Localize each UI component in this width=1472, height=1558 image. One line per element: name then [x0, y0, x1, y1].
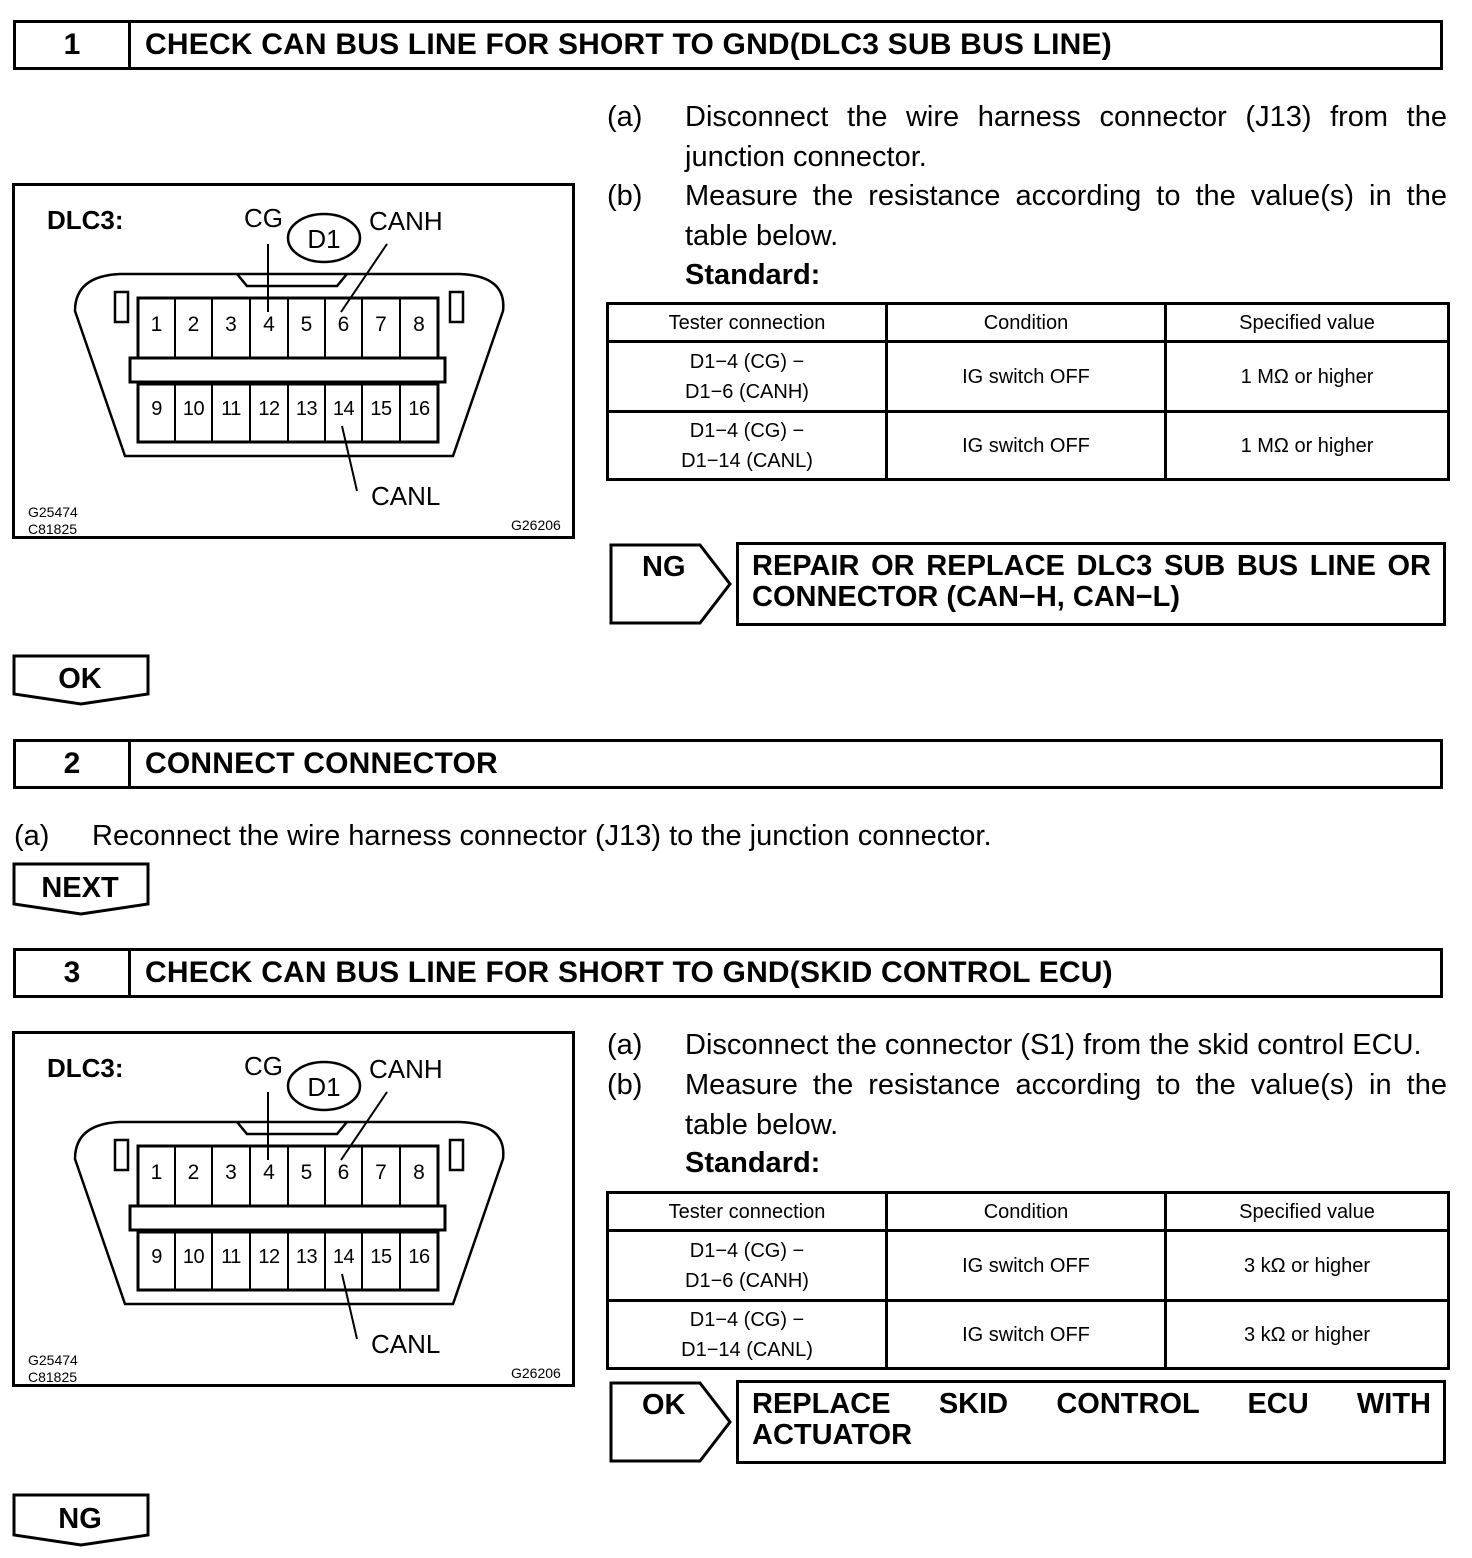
canl-label: CANL	[371, 1329, 441, 1359]
pin-label: 5	[300, 313, 313, 336]
header-cell: Specified value	[1166, 304, 1449, 342]
instruction-text: Measure the resistance according to the value(s) in the table below.	[685, 1069, 1447, 1141]
next-tag	[12, 862, 150, 916]
pin-label: 7	[375, 1161, 387, 1184]
table-row	[608, 412, 1449, 480]
pin-label: 1	[150, 313, 163, 336]
pin-label: 2	[187, 1161, 200, 1184]
diagram-title: DLC3:	[47, 205, 124, 235]
pin-label: 9	[151, 398, 162, 420]
canh-label: CANH	[369, 206, 443, 236]
pin-label: 3	[225, 1161, 237, 1184]
connection-line: D1−6 (CANH)	[685, 1269, 809, 1292]
figure-code: G25474	[28, 504, 78, 520]
figure-code: G26206	[511, 1365, 561, 1381]
instruction-text: Measure the resistance according to the value(s) in the table below.	[685, 180, 1447, 252]
cg-label: CG	[244, 203, 283, 233]
condition-cell: IG switch OFF	[887, 1231, 1166, 1301]
dlc3-diagram	[12, 183, 575, 539]
bottom-pin-row	[138, 398, 438, 421]
step-title: CHECK CAN BUS LINE FOR SHORT TO GND(DLC3 SUB BUS LINE)	[145, 28, 1112, 61]
standard-label: Standard:	[685, 1147, 821, 1179]
figure-code: G26206	[511, 517, 561, 533]
cg-label: CG	[244, 1051, 283, 1081]
value-cell: 3 kΩ or higher	[1166, 1231, 1449, 1301]
pin-label: 15	[370, 1246, 392, 1268]
instruction-a	[607, 97, 1447, 177]
step-number: 2	[16, 742, 131, 786]
figure-code: G25474	[28, 1352, 78, 1368]
pin-label: 11	[221, 1246, 241, 1268]
diagram-title: DLC3:	[47, 1053, 124, 1083]
condition-cell: IG switch OFF	[887, 412, 1166, 480]
connection-line: D1−6 (CANH)	[685, 380, 809, 403]
pin-label: 13	[295, 1246, 318, 1268]
instruction-a	[14, 816, 1214, 856]
dlc3-connector-drawing	[15, 1034, 578, 1390]
pin-label: 1	[150, 1161, 163, 1184]
condition-cell: IG switch OFF	[887, 1301, 1166, 1369]
instruction-label: (a)	[14, 820, 50, 852]
dlc3-diagram	[12, 1031, 575, 1387]
tester-connection-cell	[608, 1231, 887, 1301]
connector-id-label: D1	[307, 224, 341, 254]
step-title: CONNECT CONNECTOR	[145, 747, 498, 780]
tester-connection-cell	[608, 412, 887, 480]
value-cell: 1 MΩ or higher	[1166, 342, 1449, 412]
instruction-b	[607, 1065, 1447, 1145]
pin-label: 11	[221, 398, 241, 420]
step-2-header	[13, 739, 1443, 789]
pin-label: 12	[258, 398, 280, 420]
pin-label: 4	[263, 1161, 275, 1184]
pin-label: 6	[337, 1161, 350, 1184]
pin-label: 6	[337, 313, 350, 336]
pin-label: 4	[263, 313, 275, 336]
table-row	[608, 1301, 1449, 1369]
table-row	[608, 342, 1449, 412]
instruction-text: Disconnect the wire harness connector (J13) from the junction connector.	[685, 101, 1447, 173]
value-cell: 1 MΩ or higher	[1166, 412, 1449, 480]
spec-table	[606, 302, 1450, 481]
step-number: 3	[16, 951, 131, 995]
pin-label: 13	[295, 398, 318, 420]
pin-label: 2	[187, 313, 200, 336]
result-tag-label: OK	[642, 1389, 686, 1421]
step-3-header	[13, 948, 1443, 998]
header-cell: Condition	[887, 1193, 1166, 1231]
header-cell: Specified value	[1166, 1193, 1449, 1231]
ok-result-tag	[608, 1380, 734, 1464]
table-header-row	[608, 1193, 1449, 1231]
instruction-label: (b)	[607, 180, 643, 212]
ng-result-tag	[608, 542, 734, 626]
ng-next-tag	[12, 1493, 150, 1547]
pin-label: 16	[408, 1246, 430, 1268]
pin-label: 14	[332, 398, 355, 420]
instruction-text: Disconnect the connector (S1) from the skid control ECU.	[685, 1029, 1422, 1061]
pin-label: 15	[370, 398, 392, 420]
header-cell: Tester connection	[608, 304, 887, 342]
down-tag-label: NG	[58, 1503, 102, 1535]
down-tag-label: NEXT	[41, 872, 119, 904]
connection-line: D1−4 (CG) −	[689, 350, 805, 373]
connection-line: D1−4 (CG) −	[689, 1308, 805, 1331]
result-action-box: REPAIR OR REPLACE DLC3 SUB BUS LINE OR CONNECTOR (CAN−H, CAN−L)	[736, 542, 1446, 626]
canl-label: CANL	[371, 481, 441, 511]
top-pin-row	[138, 313, 438, 337]
instruction-label: (a)	[607, 101, 643, 133]
down-tag-label: OK	[58, 663, 102, 695]
pin-label: 10	[182, 398, 205, 420]
value-cell: 3 kΩ or higher	[1166, 1301, 1449, 1369]
instruction-text: Reconnect the wire harness connector (J13) to the junction connector.	[92, 820, 992, 852]
step-1-header	[13, 20, 1443, 70]
bottom-pin-row	[138, 1246, 438, 1269]
result-action-box: REPLACE SKID CONTROL ECU WITH ACTUATOR	[736, 1380, 1446, 1464]
connection-line: D1−4 (CG) −	[689, 1239, 805, 1262]
pin-label: 10	[182, 1246, 205, 1268]
tester-connection-cell	[608, 1301, 887, 1369]
pin-label: 12	[258, 1246, 280, 1268]
table-header-row	[608, 304, 1449, 342]
pin-label: 8	[413, 1161, 425, 1184]
spec-table	[606, 1191, 1450, 1370]
canh-label: CANH	[369, 1054, 443, 1084]
top-pin-row	[138, 1161, 438, 1185]
pin-label: 5	[300, 1161, 313, 1184]
table-row	[608, 1231, 1449, 1301]
pin-label: 3	[225, 313, 237, 336]
step-title: CHECK CAN BUS LINE FOR SHORT TO GND(SKID CONTROL ECU)	[145, 956, 1113, 989]
instruction-label: (a)	[607, 1029, 643, 1061]
connector-id-label: D1	[307, 1072, 341, 1102]
tester-connection-cell	[608, 342, 887, 412]
pin-label: 16	[408, 398, 430, 420]
connection-line: D1−14 (CANL)	[681, 449, 813, 472]
figure-code: C81825	[28, 1369, 78, 1385]
step-number: 1	[16, 23, 131, 67]
pin-label: 14	[332, 1246, 355, 1268]
instruction-label: (b)	[607, 1069, 643, 1101]
connection-line: D1−14 (CANL)	[681, 1338, 813, 1361]
standard-label: Standard:	[685, 259, 821, 291]
pin-label: 9	[151, 1246, 162, 1268]
pin-label: 8	[413, 313, 425, 336]
instruction-a	[607, 1025, 1447, 1065]
instruction-b	[607, 176, 1447, 256]
connection-line: D1−4 (CG) −	[689, 419, 805, 442]
condition-cell: IG switch OFF	[887, 342, 1166, 412]
pin-label: 7	[375, 313, 387, 336]
result-tag-label: NG	[642, 551, 686, 583]
header-cell: Condition	[887, 304, 1166, 342]
dlc3-connector-drawing	[15, 186, 578, 542]
ok-next-tag	[12, 654, 150, 706]
figure-code: C81825	[28, 521, 78, 537]
header-cell: Tester connection	[608, 1193, 887, 1231]
